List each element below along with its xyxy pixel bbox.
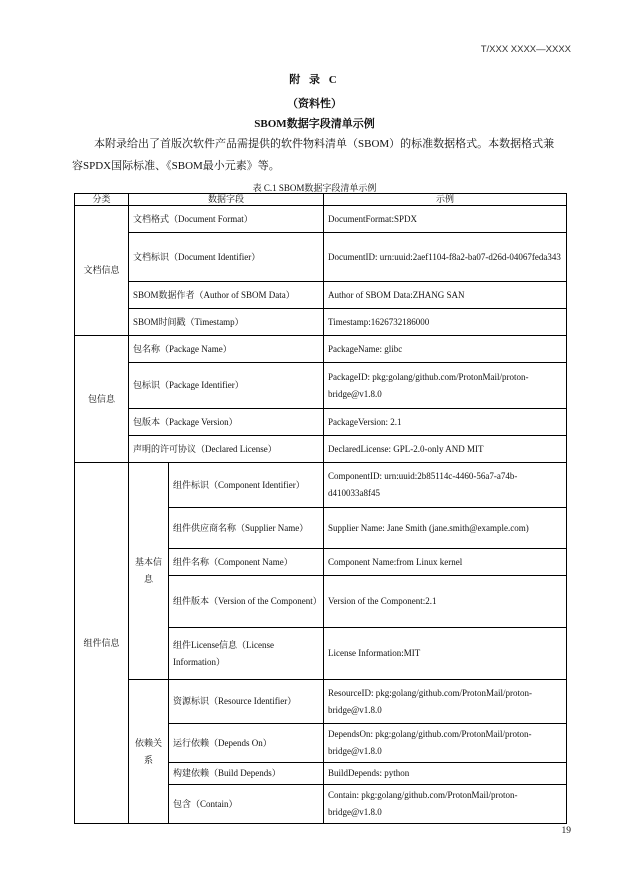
field-cell: 组件版本（Version of the Component） xyxy=(169,576,324,628)
appendix-title: 附 录 C xyxy=(289,74,340,86)
example-cell: ResourceID: pkg:golang/github.com/ProtonMail/proton-bridge@v1.8.0 xyxy=(324,680,567,724)
table-row xyxy=(75,233,567,282)
example-cell: Contain: pkg:golang/github.com/ProtonMail/proton-bridge@v1.8.0 xyxy=(324,785,567,824)
subcategory-cell: 依赖关系 xyxy=(129,680,169,824)
appendix-heading: SBOM数据字段清单示例 xyxy=(254,118,375,130)
example-cell: DeclaredLicense: GPL-2.0-only AND MIT xyxy=(324,436,567,463)
header-field: 数据字段 xyxy=(129,194,324,206)
table-row xyxy=(75,363,567,409)
field-cell: 包标识（Package Identifier） xyxy=(129,363,324,409)
field-cell: 包含（Contain） xyxy=(169,785,324,824)
header-example: 示例 xyxy=(324,194,567,206)
field-cell: 组件标识（Component Identifier） xyxy=(169,463,324,508)
example-cell: Timestamp:1626732186000 xyxy=(324,309,567,336)
category-cell: 包信息 xyxy=(75,336,129,463)
table-row xyxy=(75,206,567,233)
field-cell: SBOM时间戳（Timestamp） xyxy=(129,309,324,336)
field-cell: 文档格式（Document Format） xyxy=(129,206,324,233)
category-cell: 组件信息 xyxy=(75,463,129,824)
example-cell: License Information:MIT xyxy=(324,628,567,680)
field-cell: 组件名称（Component Name） xyxy=(169,549,324,576)
category-cell: 文档信息 xyxy=(75,206,129,336)
example-cell: DependsOn: pkg:golang/github.com/ProtonMail/proton-bridge@v1.8.0 xyxy=(324,724,567,763)
example-cell: DocumentFormat:SPDX xyxy=(324,206,567,233)
page-number: 19 xyxy=(561,826,571,836)
field-cell: 组件License信息（License Information） xyxy=(169,628,324,680)
example-cell: PackageVersion: 2.1 xyxy=(324,409,567,436)
example-cell: ComponentID: urn:uuid:2b85114c-4460-56a7-a74b-d410033a8f45 xyxy=(324,463,567,508)
example-cell: Supplier Name: Jane Smith (jane.smith@example.com) xyxy=(324,508,567,549)
example-cell: Author of SBOM Data:ZHANG SAN xyxy=(324,282,567,309)
header-category: 分类 xyxy=(75,194,129,206)
intro-paragraph: 本附录给出了首版次软件产品需提供的软件物料清单（SBOM）的标准数据格式。本数据格式兼容SPDX国际标准、《SBOM最小元素》等。 xyxy=(72,138,555,172)
table-header-row xyxy=(75,194,567,206)
field-cell: 文档标识（Document Identifier） xyxy=(129,233,324,282)
table-row xyxy=(75,409,567,436)
table-row xyxy=(75,336,567,363)
table-row xyxy=(75,680,567,724)
standard-code: T/XXX XXXX—XXXX xyxy=(480,44,571,55)
example-cell: DocumentID: urn:uuid:2aef1104-f8a2-ba07-d26d-04067feda343 xyxy=(324,233,567,282)
field-cell: 运行依赖（Depends On） xyxy=(169,724,324,763)
table-caption: 表 C.1 SBOM数据字段清单示例 xyxy=(252,183,377,193)
sbom-table xyxy=(74,193,567,824)
example-cell: Component Name:from Linux kernel xyxy=(324,549,567,576)
appendix-nature: （资料性） xyxy=(287,98,342,110)
field-cell: 声明的许可协议（Declared License） xyxy=(129,436,324,463)
field-cell: 构建依赖（Build Depends） xyxy=(169,763,324,785)
field-cell: SBOM数据作者（Author of SBOM Data） xyxy=(129,282,324,309)
field-cell: 包名称（Package Name） xyxy=(129,336,324,363)
field-cell: 包版本（Package Version） xyxy=(129,409,324,436)
table-row xyxy=(75,436,567,463)
subcategory-cell: 基本信息 xyxy=(129,463,169,680)
example-cell: BuildDepends: python xyxy=(324,763,567,785)
table-row xyxy=(75,309,567,336)
example-cell: PackageID: pkg:golang/github.com/ProtonMail/proton-bridge@v1.8.0 xyxy=(324,363,567,409)
field-cell: 组件供应商名称（Supplier Name） xyxy=(169,508,324,549)
field-cell: 资源标识（Resource Identifier） xyxy=(169,680,324,724)
table-row xyxy=(75,463,567,508)
table-row xyxy=(75,282,567,309)
example-cell: Version of the Component:2.1 xyxy=(324,576,567,628)
example-cell: PackageName: glibc xyxy=(324,336,567,363)
